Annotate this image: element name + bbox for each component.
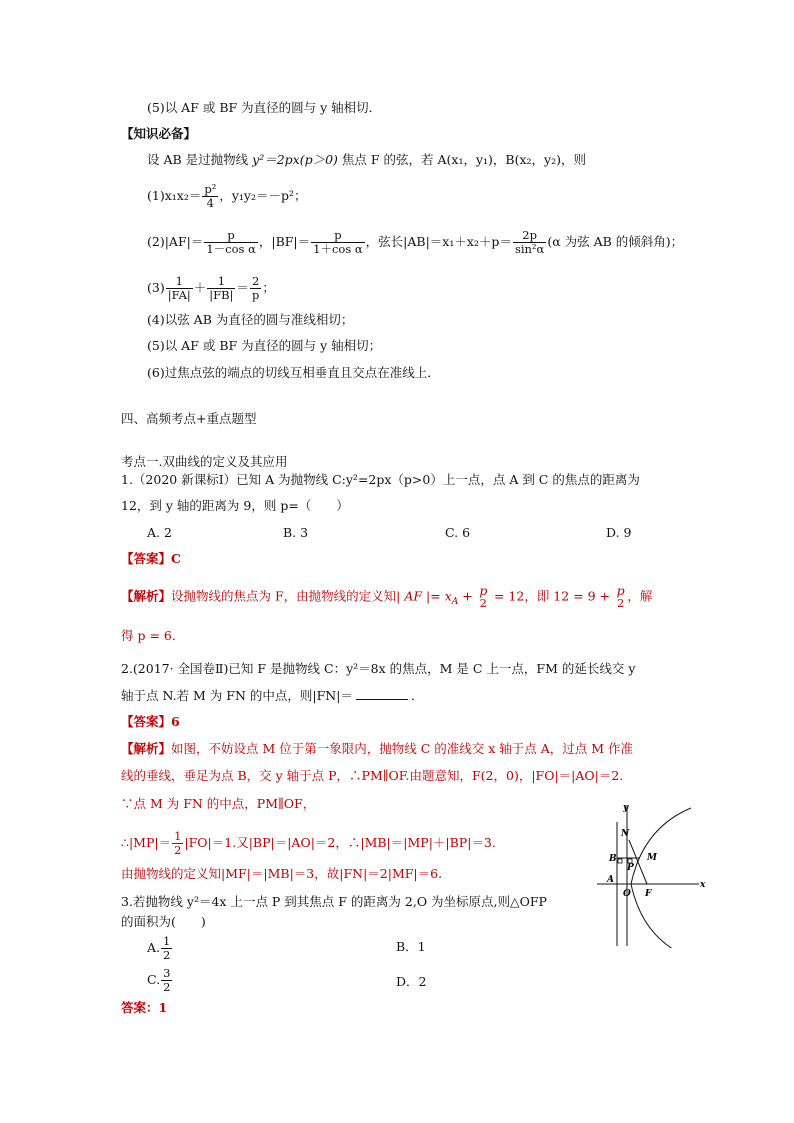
q1-option-a: A. 2 [147,525,172,540]
q2-analysis-line5: 由抛物线的定义知|MF|＝|MB|＝3，故|FN|＝2|MF|＝6. [121,866,443,881]
knowledge-item-5: (5)以 AF 或 BF 为直径的圆与 y 轴相切； [147,338,382,353]
knowledge-intro: 设 AB 是过抛物线 y²＝2px(p＞0) 焦点 F 的弦，若 A(x₁，y₁)，B(x₂，y₂)，则 [147,152,586,167]
q3-stem-line2: 的面积为( ) [121,914,206,929]
fraction: $\frac{\text{p²}}{4}$ [204,182,217,210]
fraction: $\frac{3}{2}$ [163,966,171,994]
q3-option-d: D．2 [396,974,427,989]
q3-option-b: B．1 [396,939,426,954]
knowledge-item-3: (3) $\frac{1}{|FA|}$ ＋ $\frac{1}{|FB|}$ ＝ $\frac{2}{p}$ ； [147,274,275,302]
fraction: p 2 [479,583,488,610]
fraction: $\frac{p}{\text{1＋cos α}}$ [313,228,363,256]
q1-option-b: B. 3 [283,525,309,540]
q1-option-d: D. 9 [606,525,632,540]
knowledge-item-1: (1)x₁x₂＝ $\frac{\text{p²}}{4}$ ，y₁y₂＝－p²； [147,182,307,210]
q1-analysis-line2: 得 p = 6． [121,628,185,643]
knowledge-item-2: (2)|AF|＝ $\frac{p}{\text{1－cos α}}$ ，|BF|＝ $\frac{p}{\text{1＋cos α}}$ ，弦长|AB|＝x₁＋x₂＋p＝ $\frac{2p}{\text{sin²α}}$ (α 为弦 AB 的倾斜角)； [147,228,684,256]
fraction: $\frac{2p}{\text{sin²α}}$ [514,228,545,256]
label-a: A [607,875,614,885]
knowledge-item-4: (4)以弦 AB 为直径的圆与准线相切； [147,312,354,327]
label-p: P [627,863,634,873]
label-n: N [621,829,630,839]
parabola-curve [631,808,691,948]
label-f: F [645,889,652,899]
label-b: B [609,854,617,864]
label-x: x [700,880,706,890]
property-5-line: (5)以 AF 或 BF 为直径的圆与 y 轴相切． [147,100,382,115]
answer-blank [356,688,408,700]
q3-answer: 答案：1 [121,1000,168,1015]
fraction: $\frac{2}{p}$ [251,274,260,302]
q3-option-a: A. $\frac{1}{2}$ [147,934,171,962]
fraction: $\frac{p}{\text{1－cos α}}$ [206,228,256,256]
knowledge-item-6: (6)过焦点弦的端点的切线互相垂直且交点在准线上． [147,365,440,380]
fraction: $\frac{1}{|FB|}$ [209,274,234,302]
q2-answer: 【答案】6 [121,714,180,729]
q2-analysis-line2: 线的垂线，垂足为点 B，交 y 轴于点 P，∴PM∥OF.由题意知，F(2，0)，|FO|＝|AO|＝2. [121,768,624,783]
parabola-figure [587,800,719,948]
label-m: M [647,853,657,863]
section-title: 四、高频考点+重点题型 [121,411,257,426]
q3-option-c: C. $\frac{3}{2}$ [147,966,171,994]
q1-answer: 【答案】C [121,551,181,566]
kaodian-title: 考点一.双曲线的定义及其应用 [121,454,288,469]
q2-stem-line2: 轴于点 N.若 M 为 FN 的中点，则|FN|＝ ． [121,688,424,703]
right-angle-mark [618,859,622,863]
label-o: O [623,889,631,899]
q1-stem-line2: 12，到 y 轴的距离为 9，则 p=（ ） [121,498,349,513]
q1-analysis: 【解析】设抛物线的焦点为 F，由抛物线的定义知| AF |= $x_A + p$ 2 = 12，即 12 = 9 + p 2 ，解 [121,583,653,610]
q3-stem-line1: 3.若抛物线 y²＝4x 上一点 P 到其焦点 F 的距离为 2,O 为坐标原点,则△OFP [121,894,547,909]
fraction: p 2 [616,583,625,610]
q2-analysis-line4: ∴|MP|＝ $\frac{1}{2}$ |FO|＝1.又|BP|＝|AO|＝2，∴|MB|＝|MP|＋|BP|＝3. [121,829,496,857]
fraction: $\frac{1}{2}$ [174,829,182,857]
label-y: y [623,803,629,813]
q2-analysis-line3: ∵点 M 为 FN 的中点，PM∥OF， [121,796,316,811]
fraction: $\frac{1}{2}$ [163,934,171,962]
q2-stem-line1: 2.(2017· 全国卷Ⅱ)已知 F 是抛物线 C：y²＝8x 的焦点，M 是 C 上一点，FM 的延长线交 y [121,661,636,676]
q2-analysis-line1: 【解析】如图，不妨设点 M 位于第一象限内，抛物线 C 的准线交 x 轴于点 A，过点 M 作准 [121,741,634,756]
knowledge-header: 【知识必备】 [121,126,197,141]
q1-stem-line1: 1.（2020 新课标Ⅰ）已知 A 为抛物线 C:y²=2px（p>0）上一点，点 A 到 C 的焦点的距离为 [121,472,640,487]
fraction: $\frac{1}{|FA|}$ [167,274,191,302]
q1-option-c: C. 6 [445,525,471,540]
